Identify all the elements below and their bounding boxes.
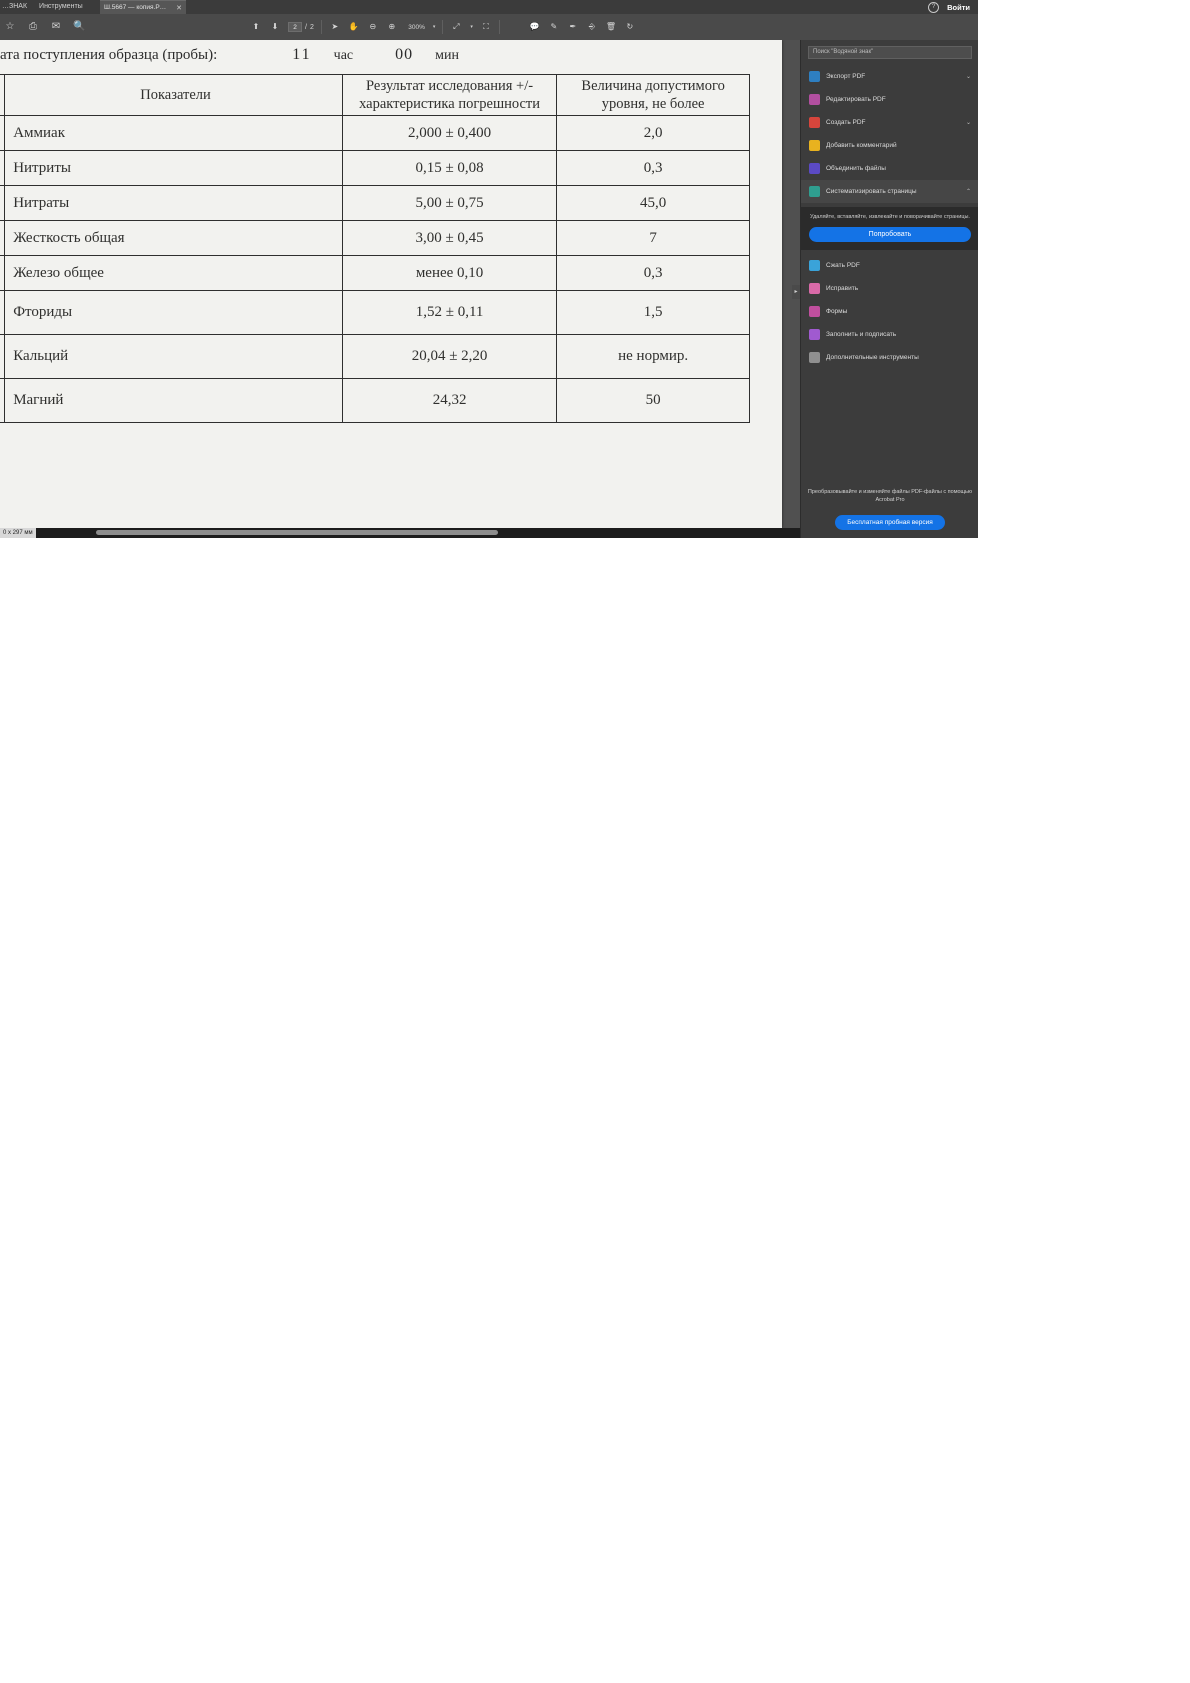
cell-name: Аммиак — [5, 116, 343, 151]
chevron-up-icon[interactable]: ⌃ — [965, 189, 971, 195]
page-size-badge: 0 x 297 мм — [0, 528, 36, 538]
help-icon[interactable]: ? — [928, 2, 939, 13]
forms-icon — [809, 306, 820, 317]
hand-icon[interactable]: ✋ — [348, 22, 359, 31]
table-row — [0, 221, 750, 256]
comment-icon — [809, 140, 820, 151]
tool-label: Объединить файлы — [826, 165, 886, 172]
fix-icon — [809, 283, 820, 294]
rotate-icon[interactable]: ↻ — [626, 22, 634, 31]
chevron-down-icon[interactable]: ⌄ — [965, 74, 971, 80]
tools-list-top — [801, 63, 978, 203]
table-row — [0, 379, 750, 423]
tab-label: Ш.5667 — копия.P… — [104, 4, 167, 11]
cell-result: 1,52 ± 0,11 — [342, 291, 556, 335]
zoom-out-icon[interactable]: ⊖ — [369, 22, 377, 31]
table-row — [0, 116, 750, 151]
tool-label: Сжать PDF — [826, 262, 860, 270]
chevron-down-icon[interactable]: ▾ — [432, 24, 436, 30]
tool-label: Формы — [826, 308, 848, 316]
cell-limit: 50 — [557, 379, 750, 423]
zoom-in-icon[interactable]: ⊕ — [388, 22, 396, 31]
cell-name: Кальций — [5, 335, 343, 379]
document-page — [0, 40, 782, 528]
tool-combine-files[interactable] — [801, 157, 978, 180]
sample-minute-value: 00 — [395, 46, 414, 63]
cell-result: 5,00 ± 0,75 — [342, 186, 556, 221]
toolbar — [0, 14, 978, 41]
email-icon[interactable]: ✉ — [51, 21, 61, 32]
total-pages: 2 — [309, 23, 314, 31]
tab-document[interactable] — [100, 0, 186, 14]
footer-text: Преобразовывайте и изменяйте файлы PDF-файлы с помощью Acrobat Pro — [807, 488, 973, 503]
comment-icon[interactable]: 💬 — [529, 22, 540, 31]
tool-add-comment[interactable] — [801, 134, 978, 157]
fullscreen-icon[interactable]: ⛶ — [483, 22, 489, 31]
tool-organize-pages[interactable] — [801, 180, 978, 203]
table-header-row — [0, 75, 750, 116]
try-button[interactable]: Попробовать — [809, 227, 971, 242]
sample-hour-value: 11 — [292, 46, 312, 63]
document-header-line — [0, 46, 760, 64]
panel-footer — [801, 488, 978, 531]
chevron-down-icon[interactable]: ⌄ — [965, 120, 971, 126]
highlight-icon[interactable]: ✎ — [550, 22, 558, 31]
tool-fill-and-sign[interactable] — [801, 323, 978, 346]
tools-search-wrapper — [801, 40, 978, 63]
tools-list-bottom — [801, 252, 978, 369]
scrollbar-thumb[interactable] — [96, 530, 498, 535]
cursor-icon[interactable]: ➤ — [331, 22, 339, 31]
sample-date-label: ата поступления образца (пробы): — [0, 47, 218, 63]
cell-limit: 45,0 — [557, 186, 750, 221]
table-row — [0, 151, 750, 186]
tool-edit-pdf[interactable] — [801, 88, 978, 111]
cell-limit: не нормир. — [557, 335, 750, 379]
chevron-down-icon-fit[interactable]: ▾ — [470, 24, 473, 30]
compress-pdf-icon — [809, 260, 820, 271]
panel-collapse-handle[interactable]: ▸ — [792, 285, 800, 299]
tool-label: Систематизировать страницы — [826, 188, 917, 195]
tool-fix[interactable] — [801, 277, 978, 300]
tools-panel — [800, 40, 978, 538]
toolbar-divider-2 — [442, 20, 443, 34]
tool-label: Редактировать PDF — [826, 96, 886, 103]
cell-result: 20,04 ± 2,20 — [342, 335, 556, 379]
cell-result: 2,000 ± 0,400 — [342, 116, 556, 151]
print-icon[interactable]: ⎙ — [29, 21, 37, 32]
menu-item-watermark[interactable]: …ЗНАК — [2, 3, 28, 10]
cell-limit: 1,5 — [557, 291, 750, 335]
tools-search-input[interactable]: Поиск "Водяной знак" — [808, 46, 972, 59]
table-row — [0, 256, 750, 291]
tool-export-pdf[interactable] — [801, 65, 978, 88]
pen-icon[interactable]: ✒ — [569, 22, 577, 31]
toolbar-center-group — [250, 14, 636, 40]
toolbar-left-group — [4, 14, 85, 40]
tool-label: Дополнительные инструменты — [826, 354, 919, 362]
column-header-limit: Величина допустимого уровня, не более — [557, 75, 750, 116]
page-bottom-margin — [0, 498, 782, 528]
edit-pdf-icon — [809, 94, 820, 105]
column-header-indicator: Показатели — [5, 75, 343, 116]
cell-result: 24,32 — [342, 379, 556, 423]
cell-result: менее 0,10 — [342, 256, 556, 291]
cell-name: Жесткость общая — [5, 221, 343, 256]
tool-label: Исправить — [826, 285, 859, 293]
acrobat-window — [0, 0, 978, 538]
zoom-level[interactable]: 300% — [408, 23, 425, 31]
organize-pages-promo — [801, 207, 978, 250]
page-separator: / — [305, 23, 307, 31]
create-pdf-icon — [809, 117, 820, 128]
table-row — [0, 291, 750, 335]
cell-name: Нитриты — [5, 151, 343, 186]
toolbar-divider-1 — [321, 20, 322, 34]
page-navigator — [288, 22, 314, 32]
tool-label: Экспорт PDF — [826, 73, 866, 80]
menu-item-tools[interactable]: Инструменты — [39, 3, 83, 10]
search-icon[interactable]: 🔍 — [73, 21, 86, 32]
cell-limit: 7 — [557, 221, 750, 256]
sample-hour-label: час — [333, 48, 354, 63]
cell-result: 3,00 ± 0,45 — [342, 221, 556, 256]
trash-icon[interactable]: 🗑 — [605, 22, 616, 31]
cell-name: Нитраты — [5, 186, 343, 221]
document-viewport[interactable] — [0, 40, 800, 538]
sample-minute-label: мин — [435, 48, 459, 63]
cell-name: Магний — [5, 379, 343, 423]
tool-label: Создать PDF — [826, 119, 866, 126]
sign-in-button[interactable]: Войти — [947, 2, 970, 12]
tool-create-pdf[interactable] — [801, 111, 978, 134]
tool-forms[interactable] — [801, 300, 978, 323]
tool-label: Заполнить и подписать — [826, 331, 897, 339]
star-icon[interactable]: ☆ — [5, 21, 15, 32]
cell-name: Фториды — [5, 291, 343, 335]
close-icon[interactable]: ✕ — [176, 4, 182, 12]
page-up-icon[interactable]: ⬆ — [252, 22, 260, 31]
toolbar-divider-3 — [499, 20, 500, 34]
cell-name: Железо общее — [5, 256, 343, 291]
fill-sign-icon — [809, 329, 820, 340]
column-header-result: Результат исследования +/- характеристика погрешности — [342, 75, 556, 116]
tab-strip — [0, 0, 978, 14]
cell-limit: 0,3 — [557, 151, 750, 186]
more-tools-icon — [809, 352, 820, 363]
organize-pages-icon — [809, 186, 820, 197]
cell-limit: 0,3 — [557, 256, 750, 291]
tool-label: Добавить комментарий — [826, 142, 897, 149]
export-pdf-icon — [809, 71, 820, 82]
tool-compress-pdf[interactable] — [801, 254, 978, 277]
cell-limit: 2,0 — [557, 116, 750, 151]
combine-files-icon — [809, 163, 820, 174]
promo-text: Удаляйте, вставляйте, извлекайте и поворачивайте страницы. — [810, 214, 970, 220]
tool-more-tools[interactable] — [801, 346, 978, 369]
free-trial-button[interactable]: Бесплатная пробная версия — [835, 515, 944, 530]
fit-page-icon[interactable]: ⤢ — [453, 22, 460, 31]
page-down-icon[interactable]: ⬇ — [271, 22, 279, 31]
table-row — [0, 186, 750, 221]
horizontal-scrollbar[interactable] — [0, 528, 800, 538]
results-table — [0, 74, 750, 423]
stamp-icon[interactable]: ⎆ — [588, 22, 596, 31]
cell-result: 0,15 ± 0,08 — [342, 151, 556, 186]
page-number-input[interactable]: 2 — [288, 22, 302, 32]
table-row — [0, 335, 750, 379]
